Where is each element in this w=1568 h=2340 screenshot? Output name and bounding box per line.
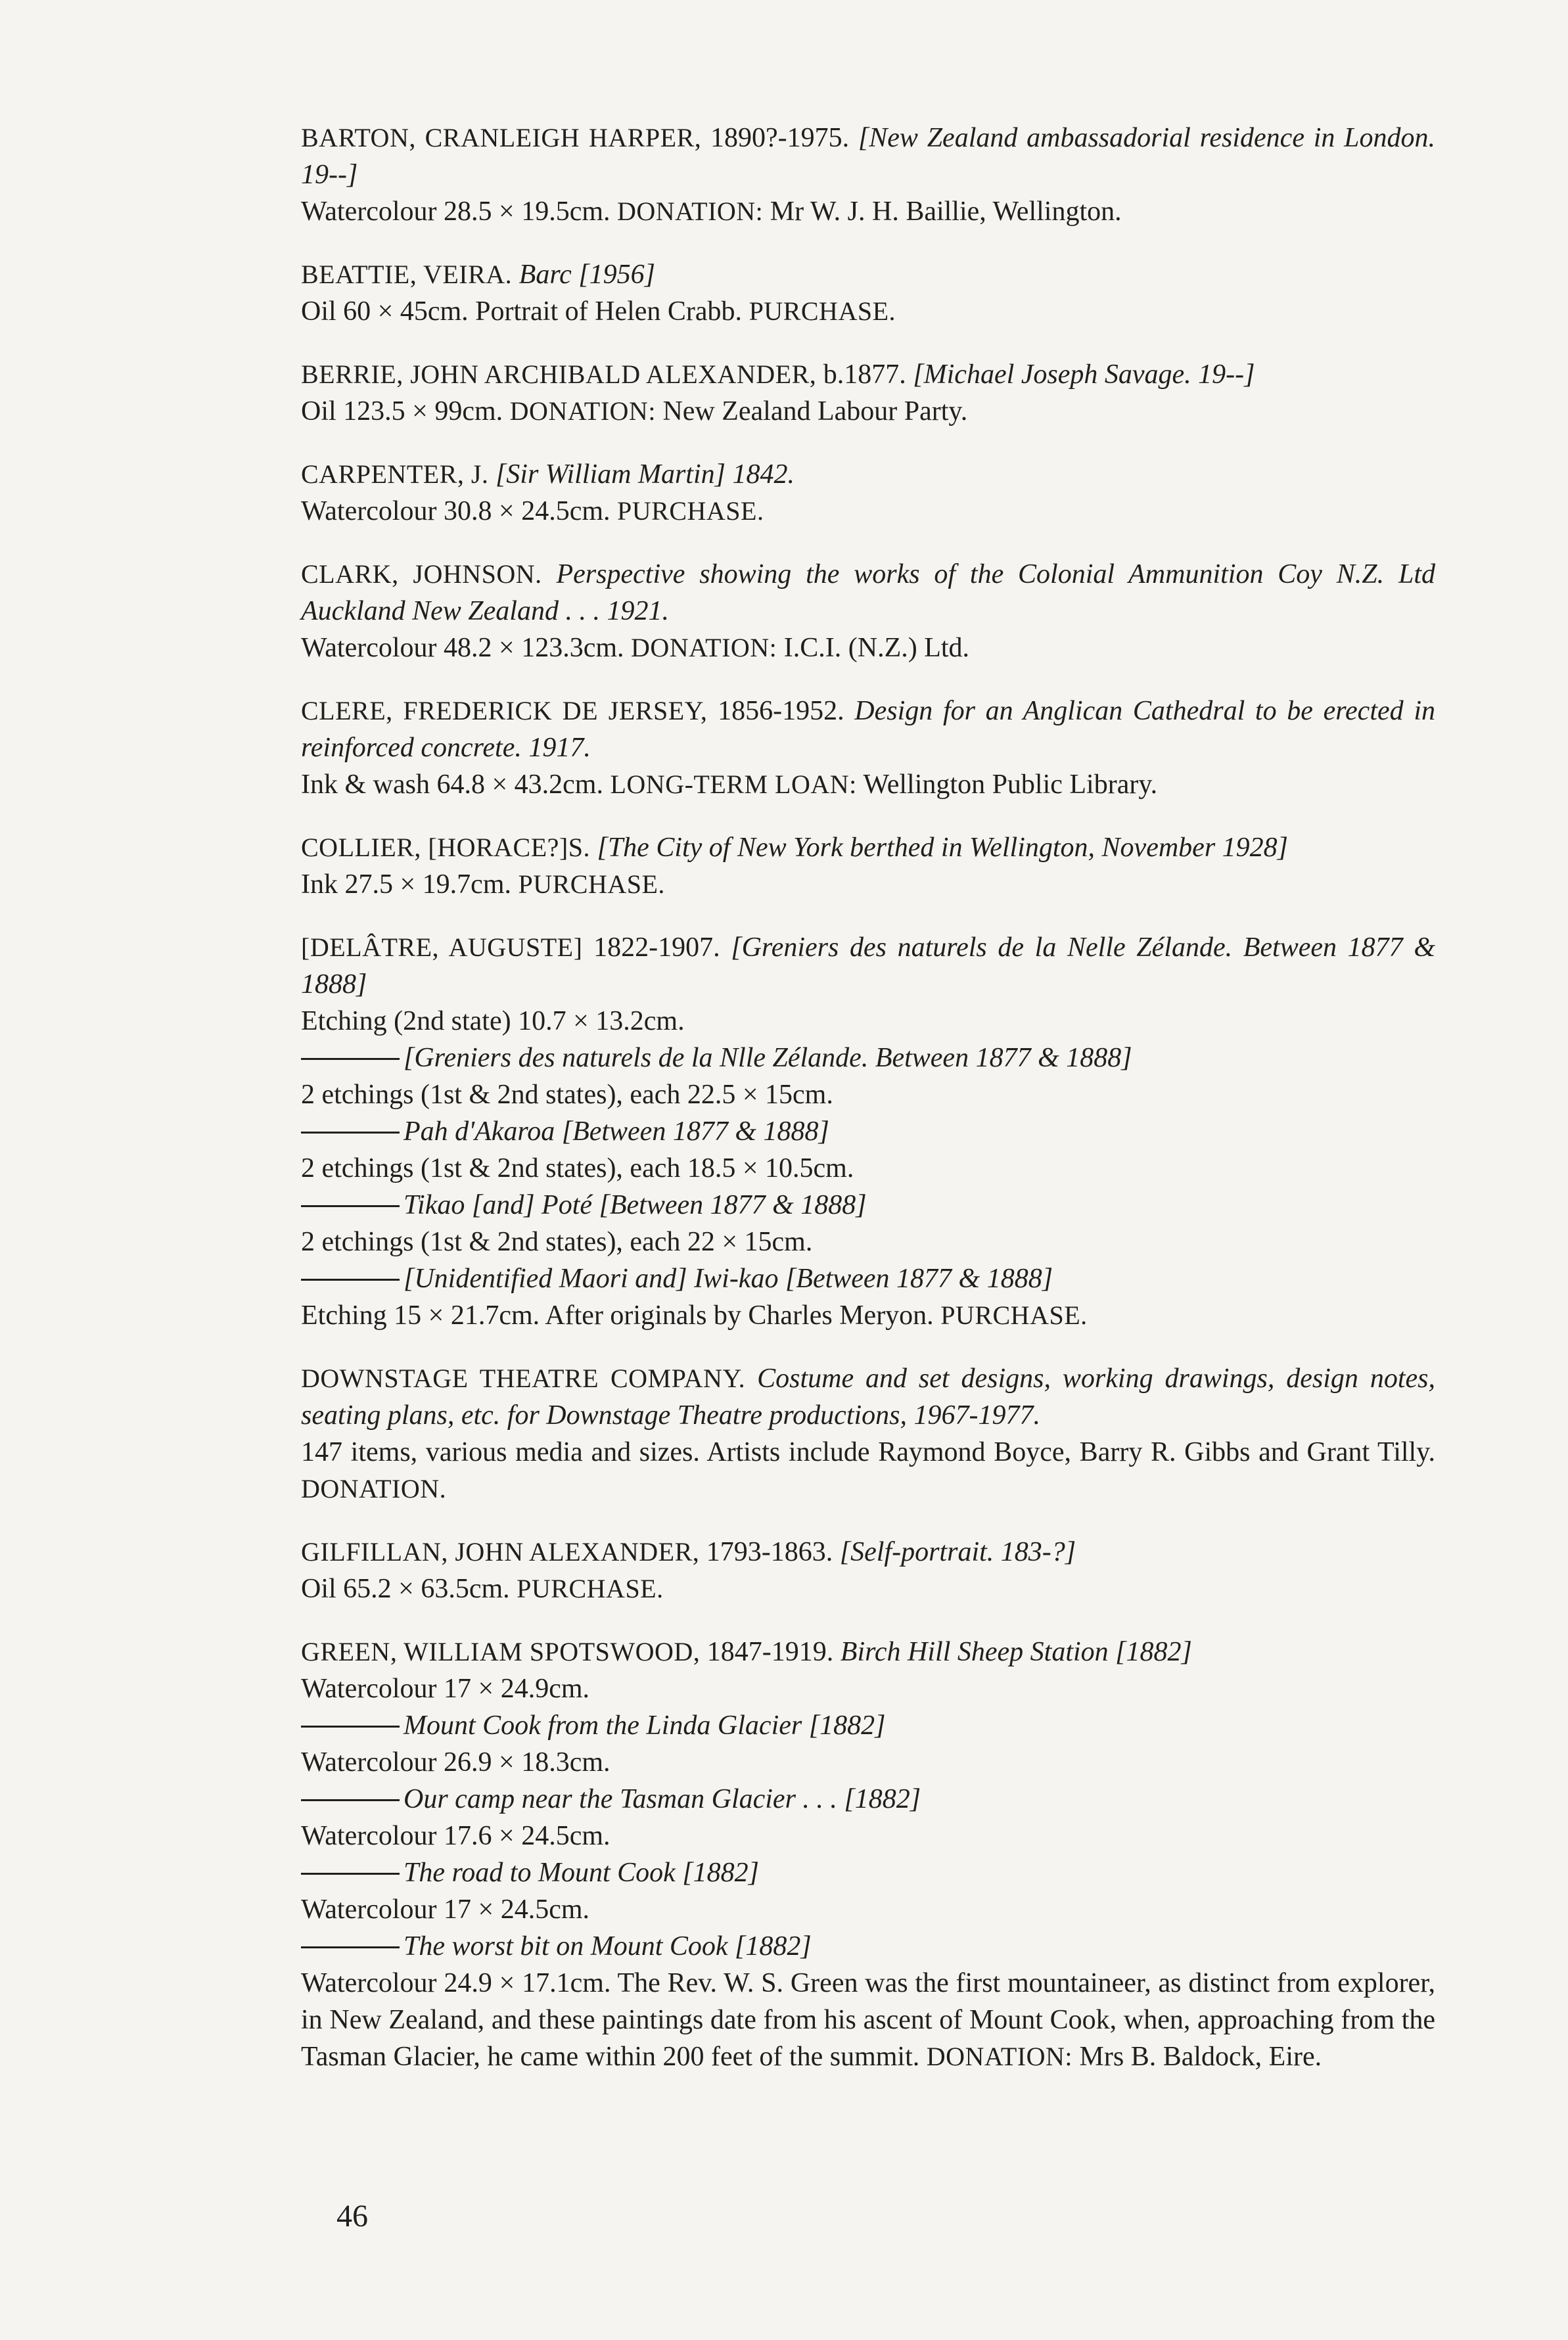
work-title: [Greniers des naturels de la Nelle Zélande. Between 1877 & 1888] [301, 932, 1435, 999]
acquisition-label: PURCHASE. [517, 1574, 664, 1603]
acquisition-label: LONG-TERM LOAN: [610, 769, 857, 799]
entry-description: Watercolour 17 × 24.9cm. [301, 1674, 590, 1704]
artist-name: BERRIE, JOHN ARCHIBALD ALEXANDER, [301, 359, 817, 389]
acquisition-label: DONATION: [926, 2042, 1073, 2071]
medium-size: Watercolour 48.2 × 123.3cm. [301, 633, 624, 663]
acquisition-label: PURCHASE. [617, 496, 764, 526]
work-title: Birch Hill Sheep Station [1882] [840, 1637, 1192, 1667]
work-title: Design for an Anglican Cathedral to be erected in reinforced concrete. 1917. [301, 696, 1435, 763]
sub-entry-title [301, 1928, 1435, 1965]
artist-dates: 1856-1952. [707, 696, 855, 726]
entry-description [301, 493, 1435, 530]
medium-size: Oil 60 × 45cm. Portrait of Helen Crabb. [301, 296, 743, 327]
medium-size: Watercolour 30.8 × 24.5cm. [301, 496, 611, 526]
sub-entry-title [301, 1781, 1435, 1818]
artist-name: BARTON, CRANLEIGH HARPER, [301, 123, 702, 152]
ditto-dash [301, 1058, 400, 1060]
sub-entry-description [301, 1965, 1435, 2075]
ditto-dash [301, 1946, 400, 1948]
entry-heading [301, 556, 1435, 630]
acquisition-label: DONATION: [631, 633, 777, 662]
medium-size: Watercolour 24.9 × 17.1cm. The Rev. W. S. Green was the first mountaineer, as distinct from explorer, in New Zealand, and these paintings date from his ascent of Mount Cook, when, approaching from the Tasman Glacier, he came within 200 feet of the summit. [301, 1968, 1435, 2072]
sub-entry-title [301, 1854, 1435, 1891]
entry-heading [301, 1534, 1435, 1571]
entry-heading [301, 356, 1435, 393]
artist-name: CLERE, FREDERICK DE JERSEY, [301, 696, 708, 725]
work-title: [Michael Joseph Savage. 19--] [913, 359, 1255, 390]
entry-downstage [301, 1360, 1435, 1507]
work-title: The road to Mount Cook [1882] [404, 1858, 759, 1888]
work-title: [The City of New York berthed in Wellington, November 1928] [597, 833, 1289, 863]
artist-name: DOWNSTAGE THEATRE COMPANY. [301, 1364, 746, 1393]
acquisition-label: DONATION. [301, 1474, 447, 1503]
entry-heading [301, 693, 1435, 766]
entry-clark [301, 556, 1435, 666]
work-title: [Self-portrait. 183-?] [839, 1537, 1076, 1567]
acquisition-source: Mr W. J. H. Baillie, Wellington. [770, 196, 1122, 227]
sub-entry-description: Watercolour 26.9 × 18.3cm. [301, 1747, 611, 1778]
work-title: Mount Cook from the Linda Glacier [1882] [404, 1710, 886, 1741]
medium-size: Watercolour 28.5 × 19.5cm. [301, 196, 611, 227]
acquisition-label: DONATION: [509, 396, 656, 426]
medium-size: Etching (2nd state) 10.7 × 13.2cm. [301, 1006, 685, 1036]
ditto-dash [301, 1205, 400, 1207]
acquisition-label: PURCHASE. [518, 869, 665, 899]
acquisition-source: Mrs B. Baldock, Eire. [1079, 2042, 1322, 2072]
entry-collier [301, 829, 1435, 903]
artist-dates: b.1877. [816, 359, 913, 390]
acquisition-label: DONATION: [617, 196, 764, 226]
artist-name: CLARK, JOHNSON. [301, 559, 542, 589]
entry-heading [301, 120, 1435, 193]
medium-size: Etching 15 × 21.7cm. After originals by Charles Meryon. [301, 1300, 934, 1331]
work-title: Costume and set designs, working drawings, design notes, seating plans, etc. for Downstage Theatre productions, 1967-1977. [301, 1364, 1435, 1431]
artist-name: GILFILLAN, JOHN ALEXANDER, [301, 1537, 700, 1567]
artist-name: CARPENTER, J. [301, 459, 489, 489]
page-number: 46 [336, 2199, 368, 2234]
entry-heading [301, 1634, 1435, 1670]
medium-size: Ink 27.5 × 19.7cm. [301, 869, 511, 900]
work-title: Perspective showing the works of the Colonial Ammunition Coy N.Z. Ltd Auckland New Zealand . . . 1921. [301, 559, 1436, 626]
entry-description [301, 393, 1435, 430]
sub-entry-title [301, 1707, 1435, 1744]
entry-description [301, 193, 1435, 230]
ditto-dash [301, 1799, 400, 1801]
artist-name: GREEN, WILLIAM SPOTSWOOD, [301, 1637, 701, 1666]
entry-green [301, 1634, 1435, 2075]
entry-description [301, 630, 1435, 666]
entry-description [301, 766, 1435, 803]
work-title: Pah d'Akaroa [Between 1877 & 1888] [404, 1116, 829, 1147]
sub-entry-description: 2 etchings (1st & 2nd states), each 22.5 × 15cm. [301, 1080, 833, 1110]
sub-entry-title [301, 1260, 1435, 1297]
work-title: Our camp near the Tasman Glacier . . . [1882] [404, 1784, 921, 1814]
ditto-dash [301, 1132, 400, 1134]
acquisition-source: Wellington Public Library. [863, 769, 1158, 800]
medium-size: Ink & wash 64.8 × 43.2cm. [301, 769, 603, 800]
work-title: [Sir William Martin] 1842. [495, 459, 795, 490]
acquisition-label: PURCHASE. [749, 296, 896, 326]
entry-clere [301, 693, 1435, 803]
medium-size: Oil 123.5 × 99cm. [301, 396, 503, 426]
entry-barton [301, 120, 1435, 230]
entry-heading [301, 256, 1435, 293]
accessions-list [301, 120, 1435, 2101]
work-title: [Greniers des naturels de la Nlle Zélande. Between 1877 & 1888] [404, 1043, 1132, 1073]
sub-entry-description: Watercolour 17 × 24.5cm. [301, 1894, 590, 1925]
artist-dates: 1847-1919. [700, 1637, 841, 1667]
entry-description [301, 866, 1435, 903]
entry-delatre [301, 929, 1435, 1334]
ditto-dash [301, 1279, 400, 1281]
entry-gilfillan [301, 1534, 1435, 1607]
entry-carpenter [301, 456, 1435, 530]
ditto-dash [301, 1873, 400, 1875]
entry-berrie [301, 356, 1435, 430]
entry-description [301, 1434, 1435, 1507]
work-title: Barc [1956] [519, 260, 655, 290]
artist-dates: 1793-1863. [699, 1537, 840, 1567]
artist-name: BEATTIE, VEIRA. [301, 260, 513, 289]
acquisition-source: New Zealand Labour Party. [662, 396, 968, 426]
artist-dates: 1890?-1975. [701, 123, 858, 153]
entry-description [301, 293, 1435, 330]
acquisition-label: PURCHASE. [940, 1300, 1088, 1330]
sub-entry-title [301, 1113, 1435, 1150]
entry-heading [301, 929, 1435, 1003]
entry-description [301, 1571, 1435, 1607]
acquisition-source: I.C.I. (N.Z.) Ltd. [783, 633, 970, 663]
artist-name: [DELÂTRE, AUGUSTE] [301, 932, 583, 962]
artist-dates: 1822-1907. [582, 932, 731, 963]
work-title: [New Zealand ambassadorial residence in London. 19--] [301, 123, 1436, 190]
sub-entry-title [301, 1187, 1435, 1224]
entry-heading [301, 456, 1435, 493]
ditto-dash [301, 1726, 400, 1728]
entry-description [301, 1003, 1435, 1040]
medium-size: 147 items, various media and sizes. Artists include Raymond Boyce, Barry R. Gibbs and Grant Tilly. [301, 1437, 1435, 1467]
entry-heading [301, 829, 1435, 866]
work-title: [Unidentified Maori and] Iwi-kao [Between 1877 & 1888] [404, 1264, 1053, 1294]
sub-entry-description: 2 etchings (1st & 2nd states), each 18.5 × 10.5cm. [301, 1153, 854, 1183]
artist-name: COLLIER, [HORACE?]S. [301, 833, 590, 862]
work-title: Tikao [and] Poté [Between 1877 & 1888] [404, 1190, 867, 1220]
sub-entry-description: 2 etchings (1st & 2nd states), each 22 × 15cm. [301, 1227, 813, 1257]
sub-entry-description: Watercolour 17.6 × 24.5cm. [301, 1821, 611, 1851]
entry-beattie [301, 256, 1435, 330]
sub-entry-description [301, 1297, 1435, 1334]
medium-size: Oil 65.2 × 63.5cm. [301, 1574, 510, 1604]
sub-entry-title [301, 1040, 1435, 1076]
entry-heading [301, 1360, 1435, 1434]
work-title: The worst bit on Mount Cook [1882] [404, 1931, 812, 1961]
